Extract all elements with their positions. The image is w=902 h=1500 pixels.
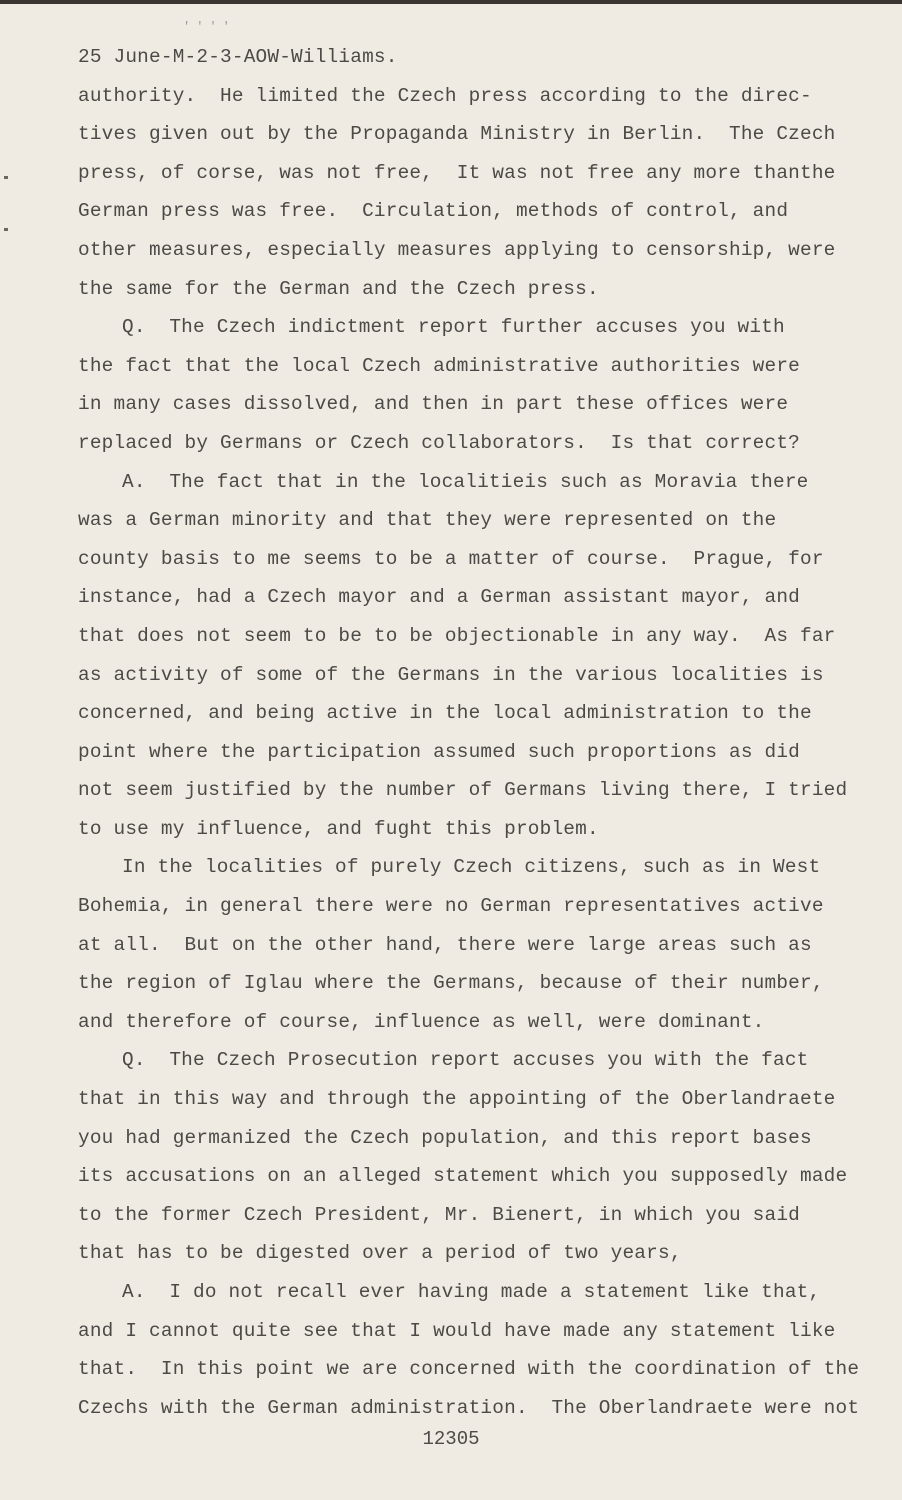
text-line: not seem justified by the number of Germans living there, I tried [78, 779, 848, 802]
text-line: instance, had a Czech mayor and a German assistant mayor, and [78, 586, 801, 609]
text-line: was a German minority and that they were represented on the [78, 509, 777, 532]
margin-mark [4, 176, 8, 179]
text-line: its accusations on an alleged statement which you supposedly made [78, 1165, 848, 1188]
text-line: authority. He limited the Czech press according to the direc- [78, 84, 812, 107]
page-number: 12305 [422, 1428, 480, 1450]
text-line: A. The fact that in the localitieis such as Moravia there [122, 470, 809, 493]
text-line: and I cannot quite see that I would have made any statement like [78, 1319, 836, 1342]
text-line: tives given out by the Propaganda Ministry in Berlin. The Czech [78, 123, 836, 146]
margin-mark [4, 228, 8, 231]
text-line: concerned, and being active in the local administration to the [78, 702, 812, 725]
text-line: in many cases dissolved, and then in part these offices were [78, 393, 789, 416]
text-line: Bohemia, in general there were no German representatives active [78, 895, 824, 918]
text-line: you had germanized the Czech population, and this report bases [78, 1126, 812, 1149]
text-line: that does not seem to be to be objectionable in any way. As far [78, 624, 836, 647]
text-line: the region of Iglau where the Germans, because of their number, [78, 972, 824, 995]
text-line: and therefore of course, influence as well, were dominant. [78, 1010, 765, 1033]
text-line: that in this way and through the appointing of the Oberlandraete [78, 1088, 836, 1111]
text-line: Q. The Czech Prosecution report accuses you with the fact [122, 1049, 809, 1072]
text-line: to the former Czech President, Mr. Bienert, in which you said [78, 1203, 801, 1226]
text-line: that has to be digested over a period of two years, [78, 1242, 682, 1265]
text-line: that. In this point we are concerned with the coordination of the [78, 1358, 860, 1381]
text-line: replaced by Germans or Czech collaborators. Is that correct? [78, 431, 801, 454]
text-line: press, of corse, was not free, It was not free any more thanthe [78, 161, 836, 184]
text-line: Czechs with the German administration. The Oberlandraete were not [78, 1396, 860, 1419]
text-line: In the localities of purely Czech citizens, such as in West [122, 856, 821, 879]
text-line: the same for the German and the Czech press. [78, 277, 599, 300]
text-line: German press was free. Circulation, methods of control, and [78, 200, 789, 223]
scan-top-edge [0, 0, 902, 4]
text-line: county basis to me seems to be a matter of course. Prague, for [78, 547, 824, 570]
text-line: other measures, especially measures applying to censorship, were [78, 238, 836, 261]
text-line: to use my influence, and fught this problem. [78, 817, 599, 840]
margin-ticks: '''' [183, 20, 236, 34]
page-header: 25 June-M-2-3-AOW-Williams. [78, 46, 398, 68]
text-line: the fact that the local Czech administrative authorities were [78, 354, 801, 377]
text-line: point where the participation assumed such proportions as did [78, 740, 801, 763]
text-line: at all. But on the other hand, there were large areas such as [78, 933, 812, 956]
document-page [78, 44, 859, 1433]
text-line: A. I do not recall ever having made a statement like that, [122, 1281, 821, 1303]
text-line: Q. The Czech indictment report further accuses you with [122, 316, 785, 339]
text-line: as activity of some of the Germans in the various localities is [78, 663, 824, 686]
